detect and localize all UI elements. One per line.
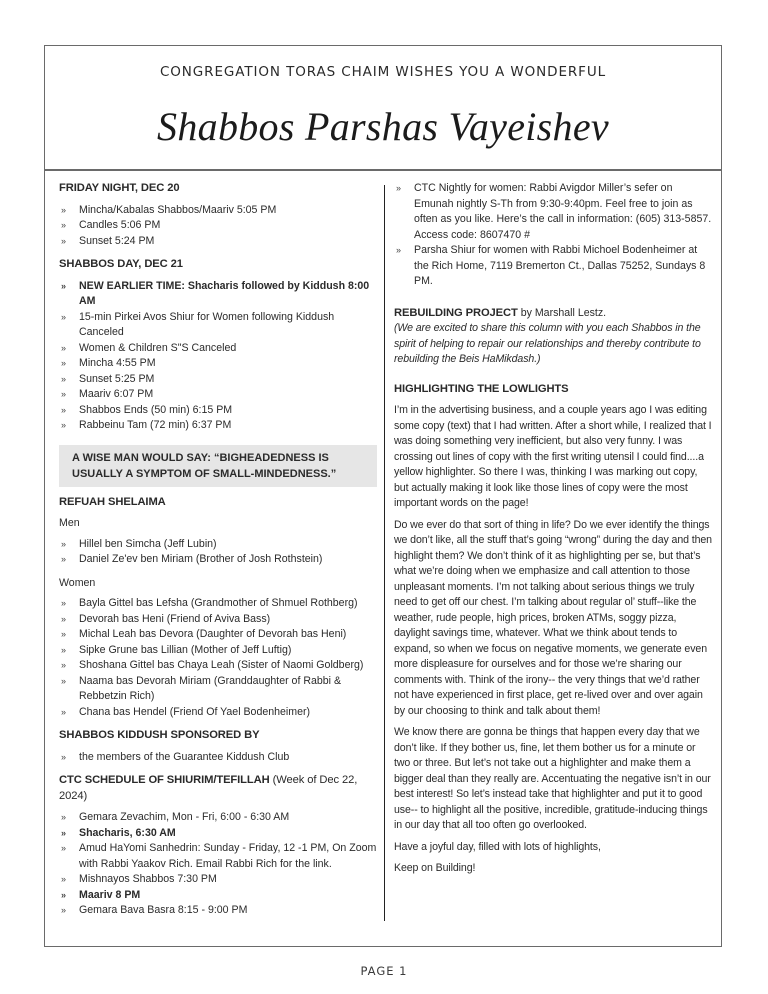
quote-callout: A WISE MAN WOULD SAY: “BIGHEADEDNESS IS USUALLY A SYMPTOM OF SMALL-MINDEDNESS.” — [59, 445, 377, 487]
bullet-icon: » — [61, 751, 67, 762]
womens-shiurim-list — [394, 181, 712, 290]
bullet-icon: » — [61, 389, 67, 399]
list-item: » Women & Children S"S Canceled — [59, 341, 377, 357]
article-heading: HIGHLIGHTING THE LOWLIGHTS — [394, 382, 569, 395]
bullet-icon: » — [61, 358, 67, 368]
bullet-icon: » — [61, 538, 67, 549]
list-item: » Gemara Zevachim, Mon - Fri, 6:00 - 6:30 AM — [59, 810, 377, 826]
list-item: » Mincha/Kabalas Shabbos/Maariv 5:05 PM — [59, 203, 377, 219]
list-item: » Naama bas Devorah Miriam (Granddaughter of Rabbi & Rebbetzin Rich) — [61, 674, 342, 702]
bullet-icon: » — [61, 675, 67, 686]
rebuilding-byline: by Marshall Lestz. — [520, 306, 607, 319]
bullet-icon: » — [61, 220, 67, 230]
article-signoff: Keep on Building! — [394, 862, 476, 874]
bullet-icon: » — [61, 613, 67, 624]
list-item: » Devorah bas Heni (Friend of Aviva Bass) — [59, 612, 377, 628]
bullet-icon: » — [61, 598, 67, 608]
schedule-heading: CTC SCHEDULE OF SHIURIM/TEFILLAH (Week of Dec 22, 2024) — [59, 774, 358, 802]
article-paragraph: I’m in the advertising business, and a couple years ago I was editing some copy (text) that I had written. After a short while, I realized that I was doing something very inefficient, but also very funny. I was crossing out lines of copy with the first writing utensil I could find....a yellow highlighter. So there I was, thinking I was marking out copy, but actually making it look like those lines of copy were the most important words on the page! — [394, 404, 712, 509]
right-column — [394, 181, 712, 883]
list-item: » Rabbeinu Tam (72 min) 6:37 PM — [59, 418, 377, 434]
bullet-icon: » — [396, 245, 402, 255]
bullet-icon: » — [61, 905, 67, 915]
page-number: PAGE 1 — [360, 964, 408, 978]
bullet-icon: » — [61, 843, 67, 853]
schedule-list — [59, 810, 377, 919]
bullet-icon: » — [61, 404, 67, 415]
bullet-icon: » — [61, 373, 67, 384]
list-item: » Hillel ben Simcha (Jeff Lubin) — [59, 537, 377, 553]
men-list — [59, 537, 377, 568]
bullet-icon: » — [61, 342, 67, 353]
header-divider — [44, 169, 722, 171]
bullet-icon: » — [61, 706, 67, 717]
bullet-icon: » — [61, 660, 67, 670]
bullet-icon: » — [61, 280, 67, 291]
article-closing: Have a joyful day, filled with lots of highlights, — [394, 840, 601, 853]
list-item: » Gemara Bava Basra 8:15 - 9:00 PM — [59, 903, 377, 919]
bullet-icon: » — [61, 311, 67, 322]
rebuilding-intro: (We are excited to share this column with you each Shabbos in the spirit of helping to repair our relationships and thereby contribute to rebuilding the Beis HaMikdash.) — [394, 322, 701, 365]
list-item: » Sunset 5:24 PM — [59, 234, 377, 250]
list-item: » CTC Nightly for women: Rabbi Avigdor Miller’s sefer on Emunah nightly S-Th from 9:30-9:40pm. Feel free to join as often as you like. Here’s the call in information: (605) 313-5857. Access code: 8607470 # — [396, 182, 712, 241]
bullet-icon: » — [61, 235, 67, 246]
list-item: » Shacharis, 6:30 AM — [59, 826, 377, 842]
list-item: » Maariv 6:07 PM — [59, 387, 377, 403]
friday-heading: FRIDAY NIGHT, DEC 20 — [59, 182, 180, 194]
list-item: » Candles 5:06 PM — [59, 218, 377, 234]
men-label: Men — [59, 517, 80, 529]
list-item: » Sunset 5:25 PM — [59, 372, 377, 388]
list-item: » Bayla Gittel bas Lefsha (Grandmother of Shmuel Rothberg) — [59, 596, 377, 612]
bullet-icon: » — [61, 629, 67, 639]
friday-list — [59, 203, 377, 250]
kiddush-list — [59, 750, 377, 766]
header-kicker: CONGREGATION TORAS CHAIM WISHES YOU A WONDERFUL — [159, 64, 607, 80]
page-title: Shabbos Parshas Vayeishev — [157, 104, 609, 149]
shabbos-heading: SHABBOS DAY, DEC 21 — [59, 258, 183, 270]
list-item: » Maariv 8 PM — [59, 888, 377, 904]
list-item: » Sipke Grune bas Lillian (Mother of Jeff Luftig) — [59, 643, 377, 659]
bullet-icon: » — [61, 827, 67, 838]
kiddush-heading: SHABBOS KIDDUSH SPONSORED BY — [59, 729, 260, 741]
left-column — [59, 181, 377, 927]
list-item: » Daniel Ze'ev ben Miriam (Brother of Josh Rothstein) — [59, 552, 377, 568]
column-divider — [384, 185, 385, 921]
list-item: » the members of the Guarantee Kiddush Club — [59, 750, 377, 766]
bullet-icon: » — [61, 204, 67, 215]
bullet-icon: » — [61, 874, 67, 884]
list-item: » Amud HaYomi Sanhedrin: Sunday - Friday, 12 -1 PM, On Zoom with Rabbi Yaakov Rich. Email Rabbi Rich for the link. — [61, 842, 377, 870]
refuah-heading: REFUAH SHELAIMA — [59, 495, 166, 508]
shabbos-list — [59, 279, 377, 434]
list-item: » Michal Leah bas Devora (Daughter of Devorah bas Heni) — [59, 627, 377, 643]
bullet-icon: » — [61, 812, 67, 822]
bullet-icon: » — [61, 420, 67, 430]
women-list — [59, 596, 377, 720]
article-paragraph: Do we ever do that sort of thing in life? Do we ever identify the things we don’t like, all the stuff that’s going “wrong” during the day and then highlight them? We don’t think of it as highlighting per se, but that’s what we’re doing when we emphasize and call attention to those unpleasant moments. I’m not talking about serious things we truly need to get off our chest. I’m talking about regular ol’ stuff--like the weather, rude people, high prices, broken ATMs, soggy pizza, daylight savings time, whatever. What we think about tends to expand, so when we focus on negative moments, we generate even more displeasure for ourselves and for those we’re sharing our comments with. Think of the irony-- the very things that we’d rather not have experienced in first place, get re-lived over and over again by our choosing to think and talk about them! — [394, 518, 712, 717]
article-paragraph: We know there are gonna be things that happen every day that we don’t like. If they bother us, fine, let them bother us for a minute or two or three. But let’s not take out a highlighter and make them a bigger deal than they really are. Accentuating the negative isn’t in our best interest! So let’s instead take that highlighter and put it to good use-- to highlight all the positive, incredible, gratitude-inducing things in our day that all too often go overlooked. — [394, 726, 711, 831]
women-label: Women — [59, 576, 96, 589]
list-item: » 15-min Pirkei Avos Shiur for Women following Kiddush Canceled — [61, 310, 335, 338]
list-item: » Shabbos Ends (50 min) 6:15 PM — [59, 403, 377, 419]
list-item: » Mishnayos Shabbos 7:30 PM — [59, 872, 377, 888]
bullet-icon: » — [61, 889, 67, 900]
bullet-icon: » — [396, 183, 402, 193]
list-item: » Shoshana Gittel bas Chaya Leah (Sister of Naomi Goldberg) — [59, 658, 377, 674]
rebuilding-heading: REBUILDING PROJECT by Marshall Lestz. — [394, 306, 607, 319]
bullet-icon: » — [61, 554, 67, 564]
list-item: » Parsha Shiur for women with Rabbi Michoel Bodenheimer at the Rich Home, 7119 Bremerton Ct., Dallas 75252, Sundays 8 PM. — [396, 244, 706, 287]
bullet-icon: » — [61, 644, 67, 655]
list-item: » NEW EARLIER TIME: Shacharis followed by Kiddush 8:00 AM — [61, 279, 370, 307]
list-item: » Mincha 4:55 PM — [59, 356, 377, 372]
schedule-week-note: (Week of Dec 22, 2024) — [59, 774, 358, 802]
list-item: » Chana bas Hendel (Friend Of Yael Bodenheimer) — [59, 705, 377, 721]
